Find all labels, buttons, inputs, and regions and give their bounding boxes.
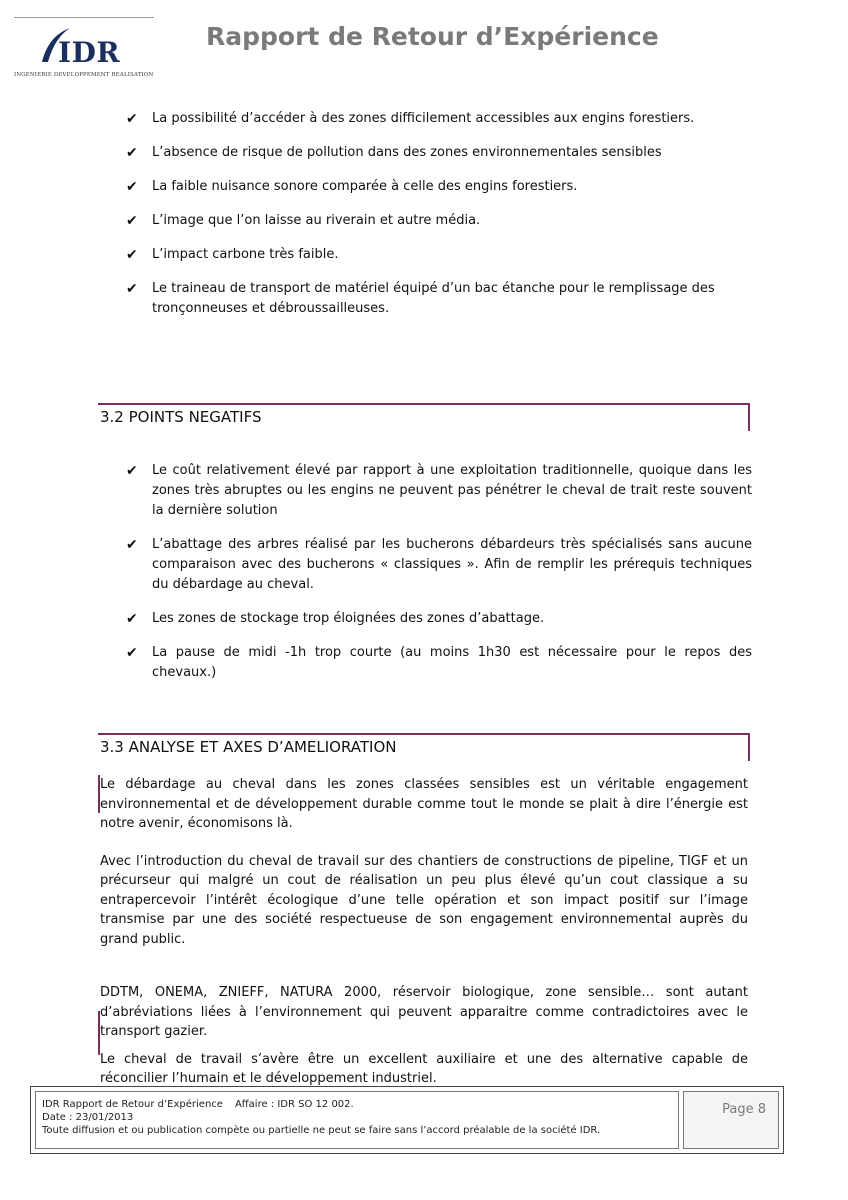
footer-date: Date : 23/01/2013 bbox=[42, 1112, 134, 1123]
list-item: ✔ Les zones de stockage trop éloignées des zones d’abattage. bbox=[126, 611, 545, 627]
footer-page-box bbox=[683, 1091, 779, 1149]
checkmark-icon: ✔ bbox=[126, 179, 138, 195]
list-item: ✔ L’abattage des arbres réalisé par les bucherons débardeurs très spécialisés sans aucune comparaison avec des bucherons « classiques ». Afin de remplir les prérequis techniques du débardage au cheval. bbox=[126, 537, 752, 592]
paragraph: DDTM, ONEMA, ZNIEFF, NATURA 2000, réservoir biologique, zone sensible… sont autant d’abréviations liées à l’environnement qui peuvent apparaitre comme contradictoires avec le transport gazier. bbox=[100, 985, 748, 1039]
footer-report: IDR Rapport de Retour d’Expérience bbox=[42, 1099, 223, 1110]
list-item: ✔ L’impact carbone très faible. bbox=[126, 247, 339, 263]
checkmark-icon: ✔ bbox=[126, 611, 138, 627]
document-title: Rapport de Retour d’Expérience bbox=[206, 22, 659, 51]
list-item: ✔ L’image que l’on laisse au riverain et autre média. bbox=[126, 213, 481, 229]
list-item: ✔ L’absence de risque de pollution dans des zones environnementales sensibles bbox=[126, 145, 662, 161]
footer-affaire: Affaire : IDR SO 12 002. bbox=[234, 1099, 354, 1110]
list-item: ✔ Le coût relativement élevé par rapport à une exploitation traditionnelle, quoique dans les zones très abruptes ou les engins ne peuvent pas pénétrer le cheval de trait reste souvent la dernière solution bbox=[126, 463, 752, 518]
idr-logo bbox=[14, 26, 154, 82]
paragraph-rule bbox=[98, 775, 100, 813]
list-item: ✔ La possibilité d’accéder à des zones difficilement accessibles aux engins forestiers. bbox=[126, 111, 695, 127]
header-top-line bbox=[14, 17, 154, 18]
page-number: Page 8 bbox=[722, 1102, 766, 1117]
footer-info bbox=[35, 1091, 679, 1149]
analysis-body bbox=[100, 775, 748, 1107]
checkmark-icon: ✔ bbox=[126, 213, 138, 229]
checkmark-icon: ✔ bbox=[126, 247, 138, 263]
section-rule-vertical bbox=[748, 733, 750, 761]
list-item: ✔ La pause de midi -1h trop courte (au moins 1h30 est nécessaire pour le repos des chevaux.) bbox=[126, 645, 752, 680]
section-heading-analyse: 3.3 ANALYSE ET AXES D’AMELIORATION bbox=[98, 738, 750, 756]
paragraph-rule bbox=[98, 1011, 100, 1055]
advantages-list bbox=[126, 109, 752, 333]
section-rule bbox=[98, 733, 750, 735]
logo-tagline: INGENIERIE DEVELOPPEMENT REALISATION bbox=[14, 72, 154, 78]
section-rule-vertical bbox=[748, 403, 750, 431]
list-item: ✔ Le traineau de transport de matériel équipé d’un bac étanche pour le remplissage des tronçonneuses et débroussailleuses. bbox=[126, 281, 715, 316]
checkmark-icon: ✔ bbox=[126, 145, 138, 161]
checkmark-icon: ✔ bbox=[126, 645, 138, 661]
negatives-list bbox=[126, 461, 752, 697]
logo-text: IDR bbox=[58, 36, 121, 69]
paragraph: Avec l’introduction du cheval de travail sur des chantiers de constructions de pipeline, TIGF et un précurseur qui malgré un cout de réalisation un peu plus élevé qu’un cout classique a su entrapercevoir l’intérêt écologique d’une telle opération et son impact positif sur l’image transmise par une des société respectueuse de son engagement environnemental auprès du grand public. bbox=[100, 853, 748, 947]
paragraph: Le cheval de travail s’avère être un excellent auxiliaire et une des alternative capable de réconcilier l’humain et le développement industriel. bbox=[100, 1051, 748, 1086]
page-footer bbox=[30, 1086, 784, 1154]
checkmark-icon: ✔ bbox=[126, 537, 138, 553]
section-rule bbox=[98, 403, 750, 405]
section-heading-points-negatifs: 3.2 POINTS NEGATIFS bbox=[98, 408, 750, 426]
list-item: ✔ La faible nuisance sonore comparée à celle des engins forestiers. bbox=[126, 179, 578, 195]
checkmark-icon: ✔ bbox=[126, 281, 138, 297]
checkmark-icon: ✔ bbox=[126, 463, 138, 479]
paragraph: Le débardage au cheval dans les zones classées sensibles est un véritable engagement environnemental et de développement durable comme tout le monde se plait à dire l’énergie est notre avenir, économisons là. bbox=[100, 777, 748, 831]
checkmark-icon: ✔ bbox=[126, 111, 138, 127]
footer-notice: Toute diffusion et ou publication compète ou partielle ne peut se faire sans l’accord préalable de la société IDR. bbox=[42, 1125, 601, 1136]
